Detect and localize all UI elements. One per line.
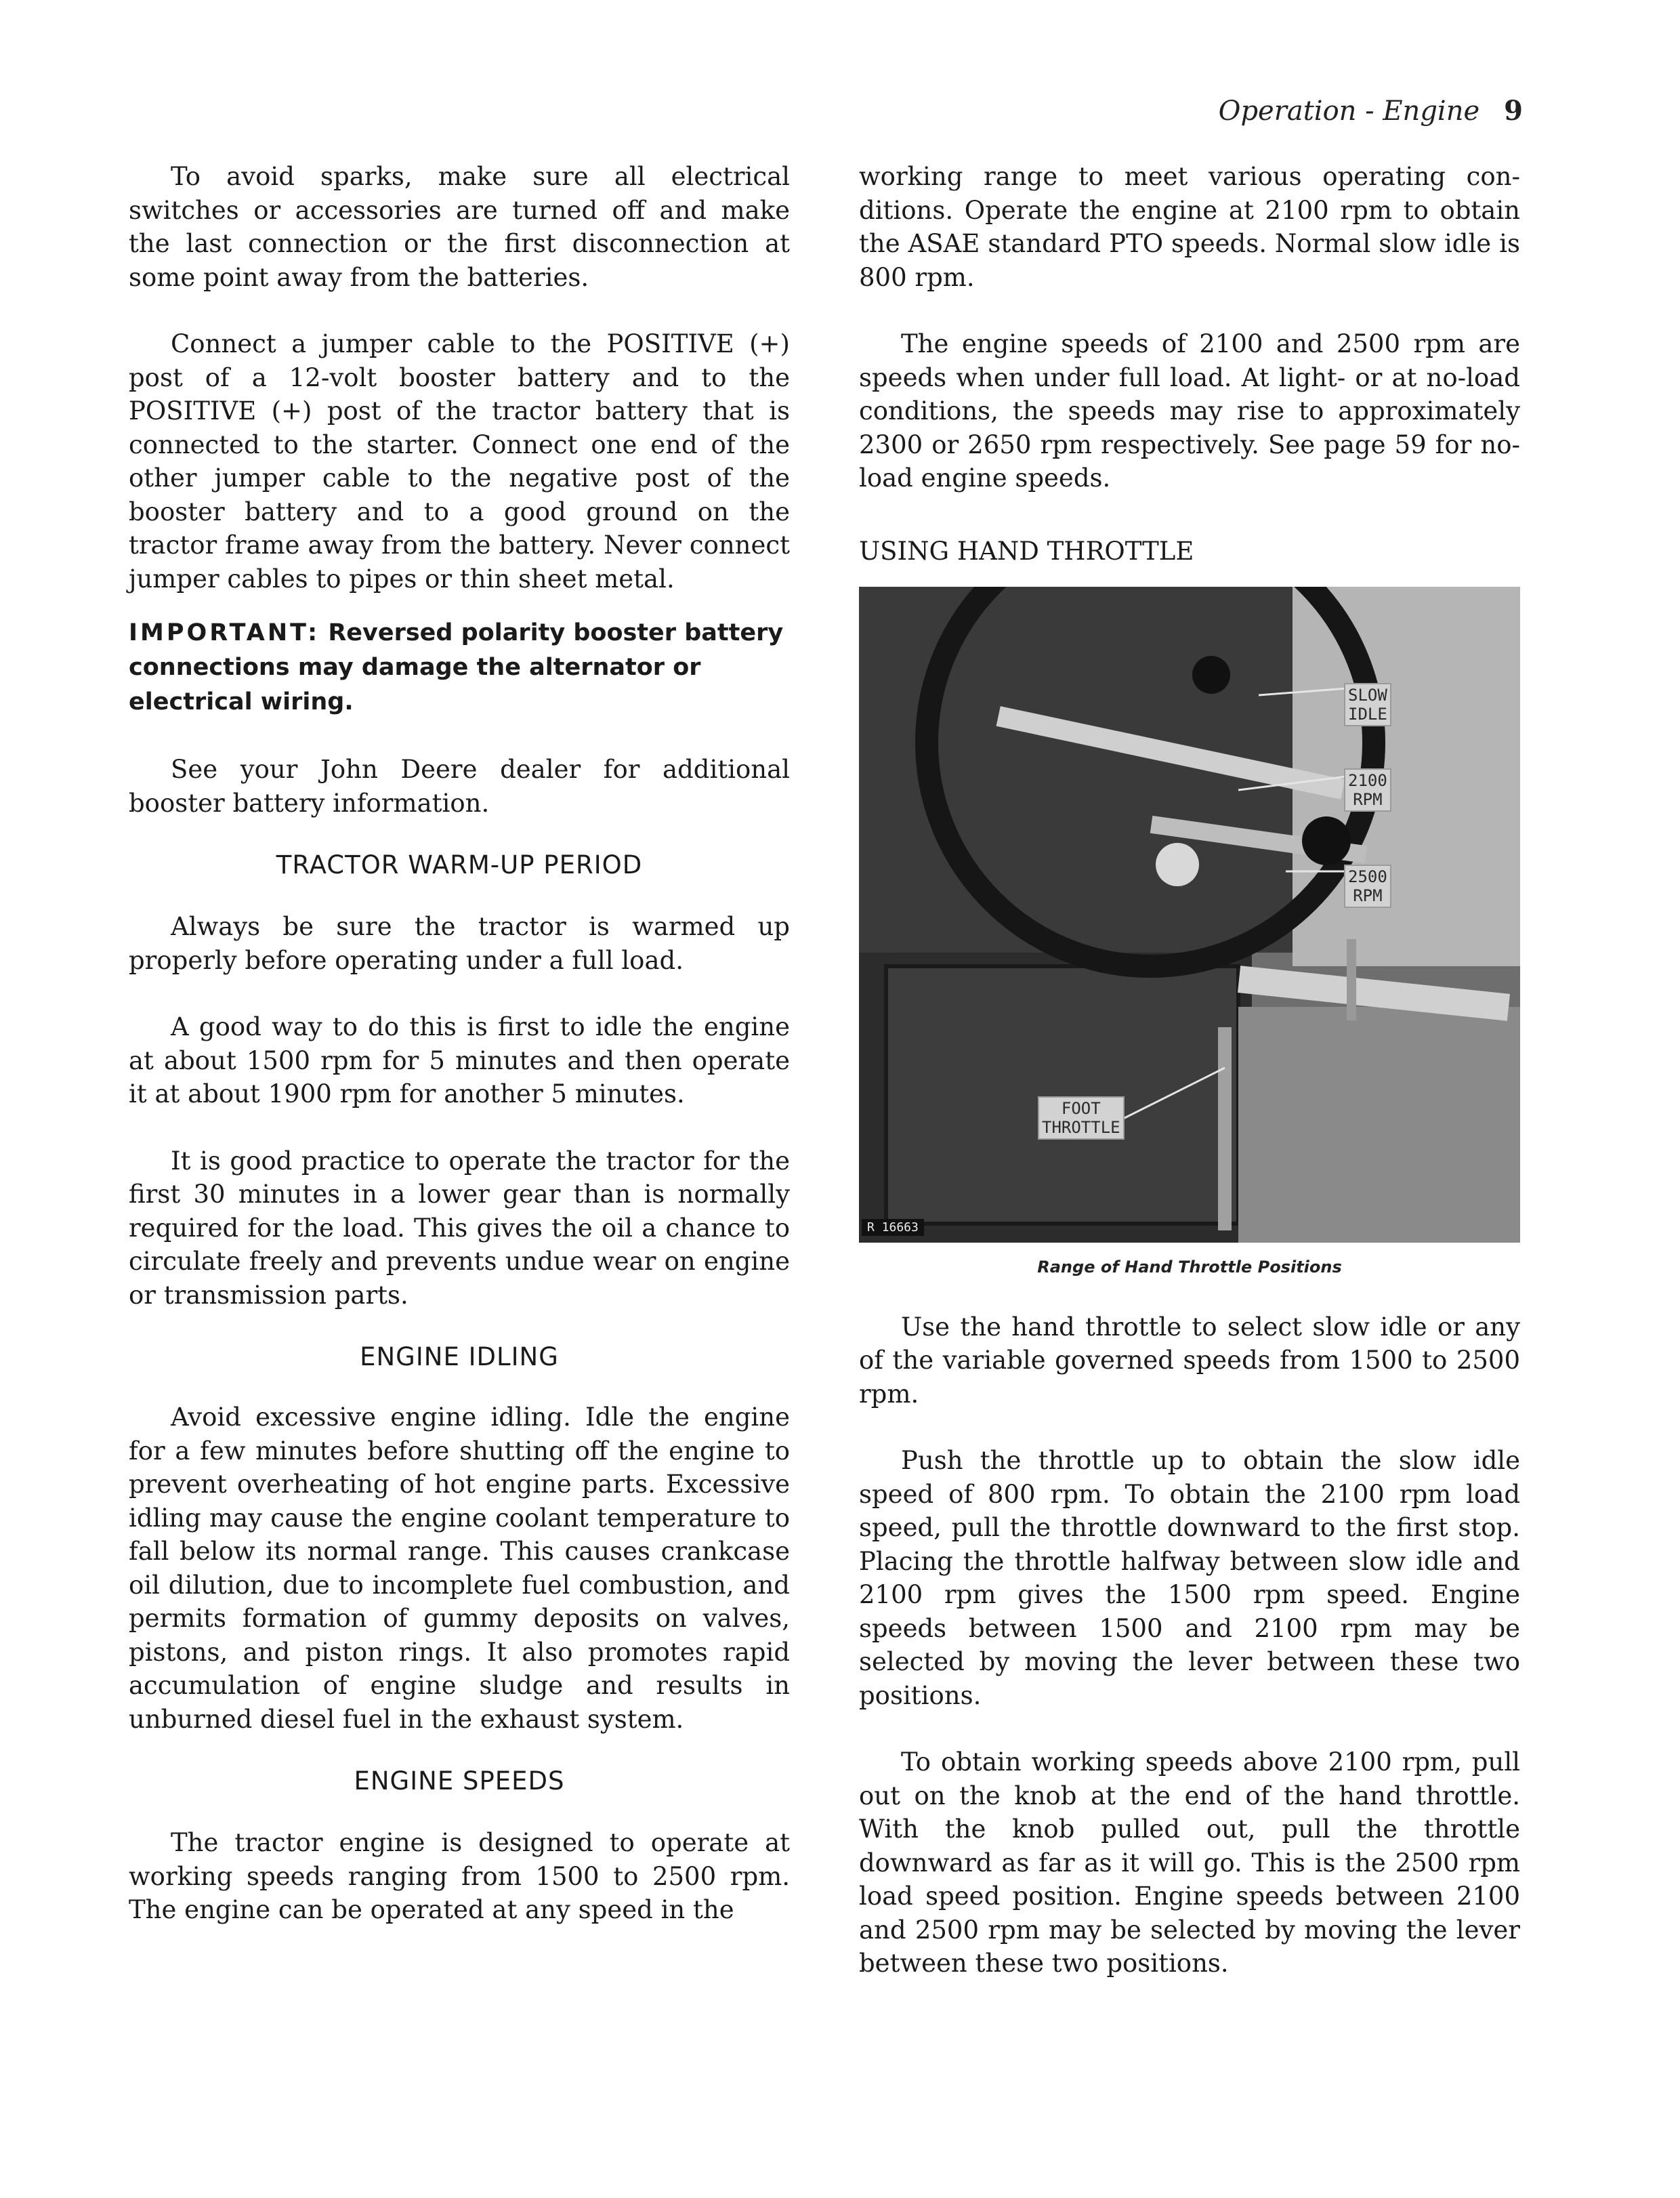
callout-2500-line1: 2500 [1348,867,1387,886]
callout-foot-throttle [1038,1096,1125,1140]
paragraph-dealer: See your John Deere dealer for additional booster battery information. [129,755,790,818]
figure-caption: Range of Hand Throttle Positions [1037,1257,1342,1277]
paragraph-hand-throttle-2: Push the throttle up to obtain the slow idle speed of 800 rpm. To obtain the 2100 rpm load speed, pull the throttle downward to the first stop. Placing the throttle halfway between slow idle and 2100 rpm gives the 1500 rpm speed. Engine speeds between 1500 and 2100 rpm may be selected by moving the lever between these two positions. [859,1446,1520,1710]
left-column [129,160,790,1927]
heading-warmup: TRACTOR WARM-UP PERIOD [276,850,643,879]
callout-2100-line2: RPM [1353,789,1383,809]
callout-2500-rpm [1344,865,1391,908]
page-number: 9 [1504,95,1523,127]
callout-2100-line1: 2100 [1348,770,1387,790]
paragraph-speeds: The tractor engine is designed to operate at working speeds ranging from 1500 to 2500 rpm. The engine can be operated at any speed in the [129,1828,790,1924]
callout-slow-idle [1344,683,1391,726]
important-label: IMPORTANT: [129,619,320,646]
callout-foot-line2: THROTTLE [1042,1117,1120,1137]
paragraph-warmup-1: Always be sure the tractor is warmed up properly before operating under a full load. [129,912,790,975]
paragraph-hand-throttle-3: To obtain working speeds above 2100 rpm, pull out on the knob at the end of the hand throttle. With the knob pulled out, pull the throttle downward as far as it will go. This is the 2500 rpm load speed position. Engine speeds between 2100 and 2500 rpm may be selected by moving the lever between these two positions. [859,1747,1520,1978]
paragraph-warmup-3: It is good practice to operate the tractor for the first 30 minutes in a lower gear than is normally required for the load. This gives the oil a chance to circulate freely and prevents undue wear on engine or transmission parts. [129,1146,790,1310]
callout-foot-line1: FOOT [1061,1098,1101,1118]
paragraph-sparks: To avoid sparks, make sure all electrical switches or accessories are turned off and make the last connection or the first disconnection at some point away from the batteries. [129,162,790,292]
callout-slow-idle-line2: IDLE [1348,704,1387,724]
paragraph-working-range: working range to meet various operating conditions. Operate the engine at 2100 rpm to obtain the ASAE standard PTO speeds. Normal slow idle is 800 rpm. [859,162,1520,292]
section-title: Operation - Engine [1218,96,1480,127]
heading-speeds: ENGINE SPEEDS [354,1766,565,1796]
throttle-photo-drawing [859,587,1520,1243]
throttle-photo [859,587,1520,1243]
figure-code: R 16663 [862,1219,924,1236]
important-notice [129,616,790,720]
paragraph-idling: Avoid excessive engine idling. Idle the engine for a few minutes before shutting off the engine to prevent overheating of hot engine parts. Excessive idling may cause the engine coolant temperature to fall below its normal range. This causes crankcase oil dilution, due to incomplete fuel combustion, and permits formation of gummy deposits on valves, pistons, and piston rings. It also promotes rapid accumulation of engine sludge and results in unburned diesel fuel in the exhaust system. [129,1403,790,1734]
paragraph-full-load: The engine speeds of 2100 and 2500 rpm are speeds when under full load. At light- or at no-load conditions, the speeds may rise to approximately 2300 or 2650 rpm respectively. See page 59 for no-load engine speeds. [859,329,1520,493]
callout-slow-idle-line1: SLOW [1348,685,1387,705]
paragraph-hand-throttle-1: Use the hand throttle to select slow idle or any of the variable governed speeds from 1500 to 2500 rpm. [859,1312,1520,1409]
important-text: Reversed polarity booster battery connections may damage the alternator or electrical wiring. [129,619,784,716]
page-header [1219,95,1523,127]
paragraph-warmup-2: A good way to do this is first to idle the engine at about 1500 rpm for 5 minutes and then operate it at about 1900 rpm for another 5 minutes. [129,1012,790,1108]
callout-2100-rpm [1344,768,1391,812]
callout-2500-line2: RPM [1353,886,1383,905]
right-column [859,160,1520,1981]
heading-idling: ENGINE IDLING [360,1342,559,1371]
heading-hand-throttle: USING HAND THROTTLE [859,536,1194,566]
paragraph-jumper-cable: Connect a jumper cable to the POSITIVE (+) post of a 12-volt booster battery and to the POSITIVE (+) post of the tractor battery that is connected to the starter. Connect one end of the other jumper cable to the negative post of the booster battery and to a good ground on the tractor frame away from the battery. Never connect jumper cables to pipes or thin sheet metal. [129,329,790,594]
